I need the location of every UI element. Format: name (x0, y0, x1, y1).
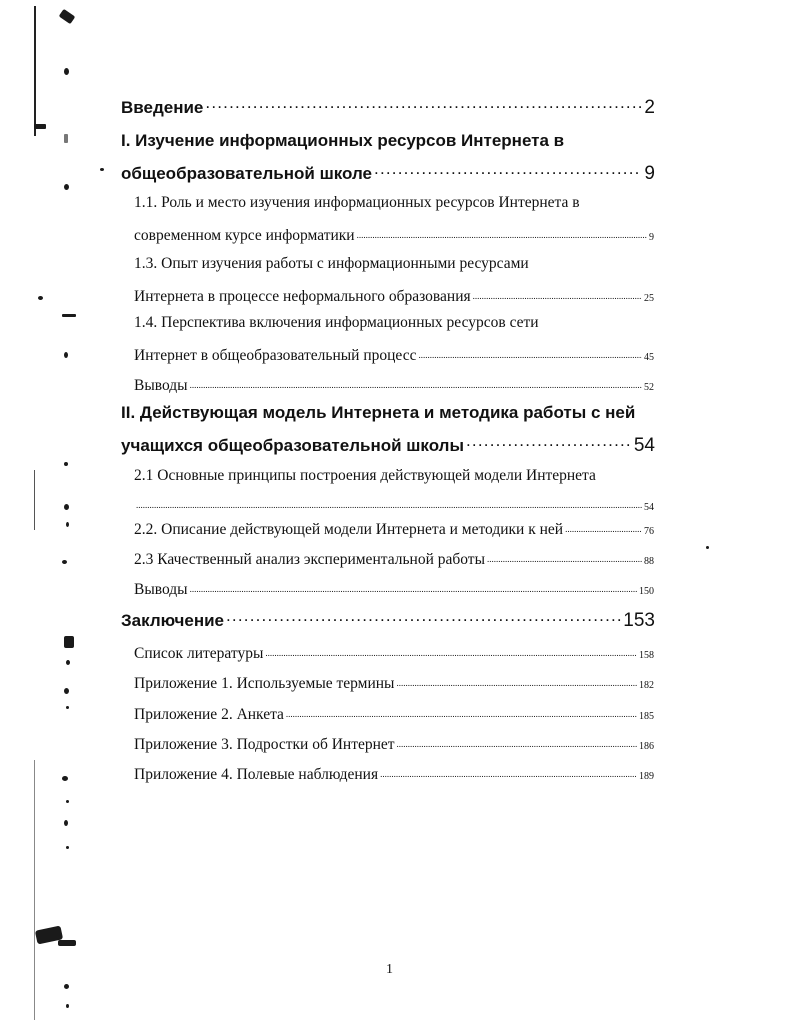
toc-chapter1-title-line1[interactable]: I. Изучение информационных ресурсов Интернета в (121, 131, 565, 150)
toc-entry-page: 158 (639, 649, 654, 661)
toc-entry-page: 9 (644, 163, 655, 184)
toc-entry-appendix-2[interactable] (134, 703, 654, 724)
toc-entry-title: учащихся общеобразовательной школы (121, 436, 464, 455)
toc-entry-appendix-4[interactable] (134, 763, 654, 784)
toc-entry-title: Приложение 2. Анкета (134, 705, 284, 723)
toc-entry-section-1-4[interactable] (134, 344, 654, 365)
toc-entry-title: Интернет в общеобразовательный процесс (134, 346, 417, 364)
toc-entry-page: 76 (644, 525, 654, 537)
toc-entry-title: общеобразовательной школе (121, 164, 373, 183)
toc-entry-page: 54 (644, 501, 654, 513)
dot-leader (396, 672, 637, 688)
toc-entry-section-1-1[interactable] (134, 224, 654, 245)
dot-leader (265, 642, 637, 658)
toc-entry-appendix-3[interactable] (134, 733, 654, 754)
dot-leader (226, 609, 621, 626)
toc-entry-page: 52 (644, 381, 654, 393)
toc-entry-title: Приложение 4. Полевые наблюдения (134, 765, 379, 783)
toc-entry-section-1-3[interactable] (134, 285, 654, 306)
dot-leader (473, 285, 642, 301)
toc-entry-title: Заключение (121, 611, 224, 630)
toc-entry-page: 186 (639, 740, 654, 752)
dot-leader (466, 434, 632, 451)
toc-chapter2-title-line1[interactable]: II. Действующая модель Интернета и методика работы с ней (121, 403, 636, 422)
toc-entry-title: Список литературы (134, 644, 264, 662)
toc-entry-page: 9 (649, 231, 654, 243)
dot-leader (190, 374, 642, 390)
toc-entry-title: 2.3 Качественный анализ экспериментальной работы (134, 550, 485, 568)
dot-leader (565, 518, 642, 534)
toc-entry-title: Выводы (134, 376, 188, 394)
toc-entry-title: Приложение 3. Подростки об Интернет (134, 735, 395, 753)
toc-entry-page: 185 (639, 710, 654, 722)
toc-entry-title: Интернета в процессе неформального образования (134, 287, 471, 305)
toc-entry-page: 45 (644, 351, 654, 363)
dot-leader (487, 548, 642, 564)
dot-leader (357, 224, 647, 240)
toc-entry-section-2-3[interactable] (134, 548, 654, 569)
toc-entry-intro[interactable] (121, 96, 655, 119)
toc-entry-page: 54 (633, 435, 655, 456)
toc-entry-chapter2[interactable] (121, 434, 655, 457)
toc-entry-section-2-2[interactable] (134, 518, 654, 539)
toc-entry-title: Введение (121, 98, 204, 117)
toc-entry-page: 25 (644, 292, 654, 304)
toc-entry-page: 2 (644, 97, 655, 118)
toc-entry-page: 88 (644, 555, 654, 567)
toc-entry-bibliography[interactable] (134, 642, 654, 663)
dot-leader (136, 494, 642, 510)
toc-entry-chapter1-conclusions[interactable] (134, 374, 654, 395)
toc-entry-title: современном курсе информатики (134, 226, 355, 244)
toc-section-1-4-line1[interactable]: 1.4. Перспектива включения информационных ресурсов сети (134, 314, 539, 331)
dot-leader (374, 162, 642, 179)
page-number: 1 (386, 962, 393, 977)
toc-entry-chapter2-conclusions[interactable] (134, 578, 654, 599)
toc-entry-page: 189 (639, 770, 654, 782)
dot-leader (190, 578, 637, 594)
toc-entry-page: 153 (623, 610, 655, 631)
toc-section-2-1-line1[interactable]: 2.1 Основные принципы построения действующей модели Интернета (134, 467, 596, 484)
toc-entry-section-2-1[interactable] (134, 494, 654, 513)
toc-entry-title: Приложение 1. Используемые термины (134, 674, 395, 692)
toc-entry-appendix-1[interactable] (134, 672, 654, 693)
toc-entry-title: 2.2. Описание действующей модели Интернета и методики к ней (134, 520, 564, 538)
toc-section-1-3-line1[interactable]: 1.3. Опыт изучения работы с информационными ресурсами (134, 255, 529, 272)
dot-leader (286, 703, 637, 719)
dot-leader (205, 96, 642, 113)
dot-leader (418, 344, 642, 360)
dot-leader (380, 763, 637, 779)
toc-entry-title: Выводы (134, 580, 188, 598)
toc-entry-page: 182 (639, 679, 654, 691)
toc-entry-page: 150 (639, 585, 654, 597)
toc-section-1-1-line1[interactable]: 1.1. Роль и место изучения информационных ресурсов Интернета в (134, 194, 580, 211)
dot-leader (397, 733, 637, 749)
toc-entry-chapter1[interactable] (121, 162, 655, 185)
toc-entry-conclusion[interactable] (121, 609, 655, 632)
